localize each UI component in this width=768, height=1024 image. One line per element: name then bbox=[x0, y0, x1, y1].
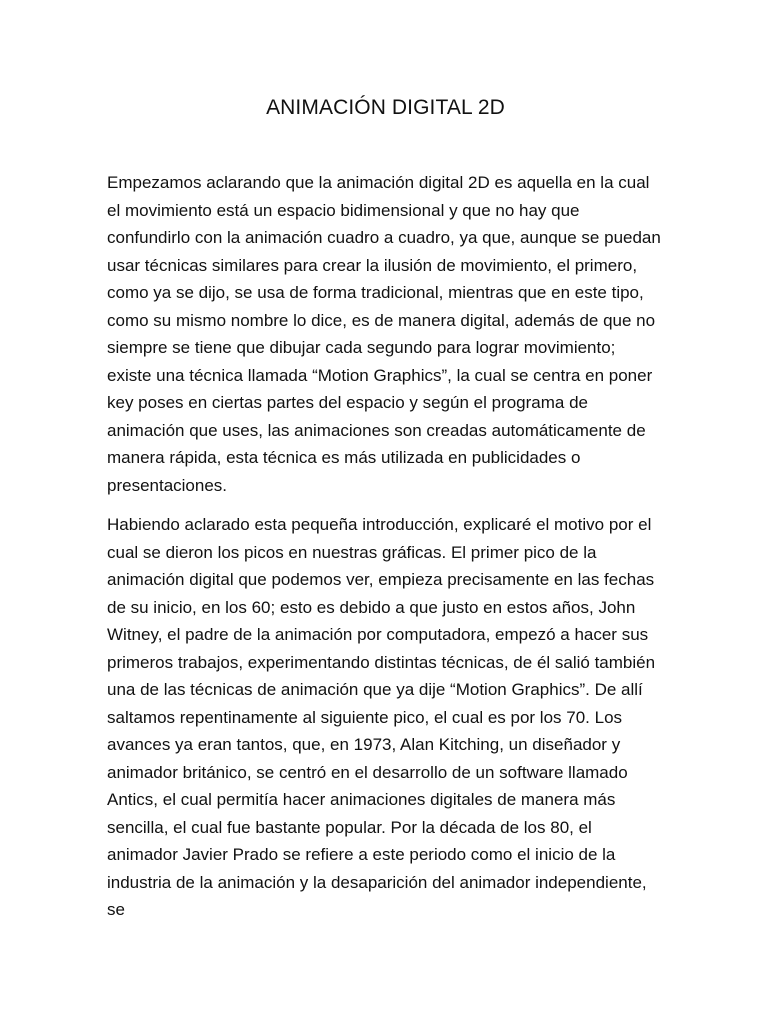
document-body bbox=[107, 169, 664, 924]
paragraph-history: Habiendo aclarado esta pequeña introducción, explicaré el motivo por el cual se dieron los picos en nuestras gráficas. El primer pico de la animación digital que podemos ver, empieza precisamente en las fechas de su inicio, en los 60; esto es debido a que justo en estos años, John Witney, el padre de la animación por computadora, empezó a hacer sus primeros trabajos, experimentando distintas técnicas, de él salió también una de las técnicas de animación que ya dije “Motion Graphics”. De allí saltamos repentinamente al siguiente pico, el cual es por los 70. Los avances ya eran tantos, que, en 1973, Alan Kitching, un diseñador y animador británico, se centró en el desarrollo de un software llamado Antics, el cual permitía hacer animaciones digitales de manera más sencilla, el cual fue bastante popular. Por la década de los 80, el animador Javier Prado se refiere a este periodo como el inicio de la industria de la animación y la desaparición del animador independiente, se bbox=[107, 515, 656, 919]
paragraph-intro: Empezamos aclarando que la animación digital 2D es aquella en la cual el movimiento está un espacio bidimensional y que no hay que confundirlo con la animación cuadro a cuadro, ya que, aunque se puedan usar técnicas similares para crear la ilusión de movimiento, el primero, como ya se dijo, se usa de forma tradicional, mientras que en este tipo, como su mismo nombre lo dice, es de manera digital, además de que no siempre se tiene que dibujar cada segundo para lograr movimiento; existe una técnica llamada “Motion Graphics”, la cual se centra en poner key poses en ciertas partes del espacio y según el programa de animación que uses, las animaciones son creadas automáticamente de manera rápida, esta técnica es más utilizada en publicidades o presentaciones. bbox=[107, 173, 661, 495]
document-title: ANIMACIÓN DIGITAL 2D bbox=[266, 96, 505, 119]
